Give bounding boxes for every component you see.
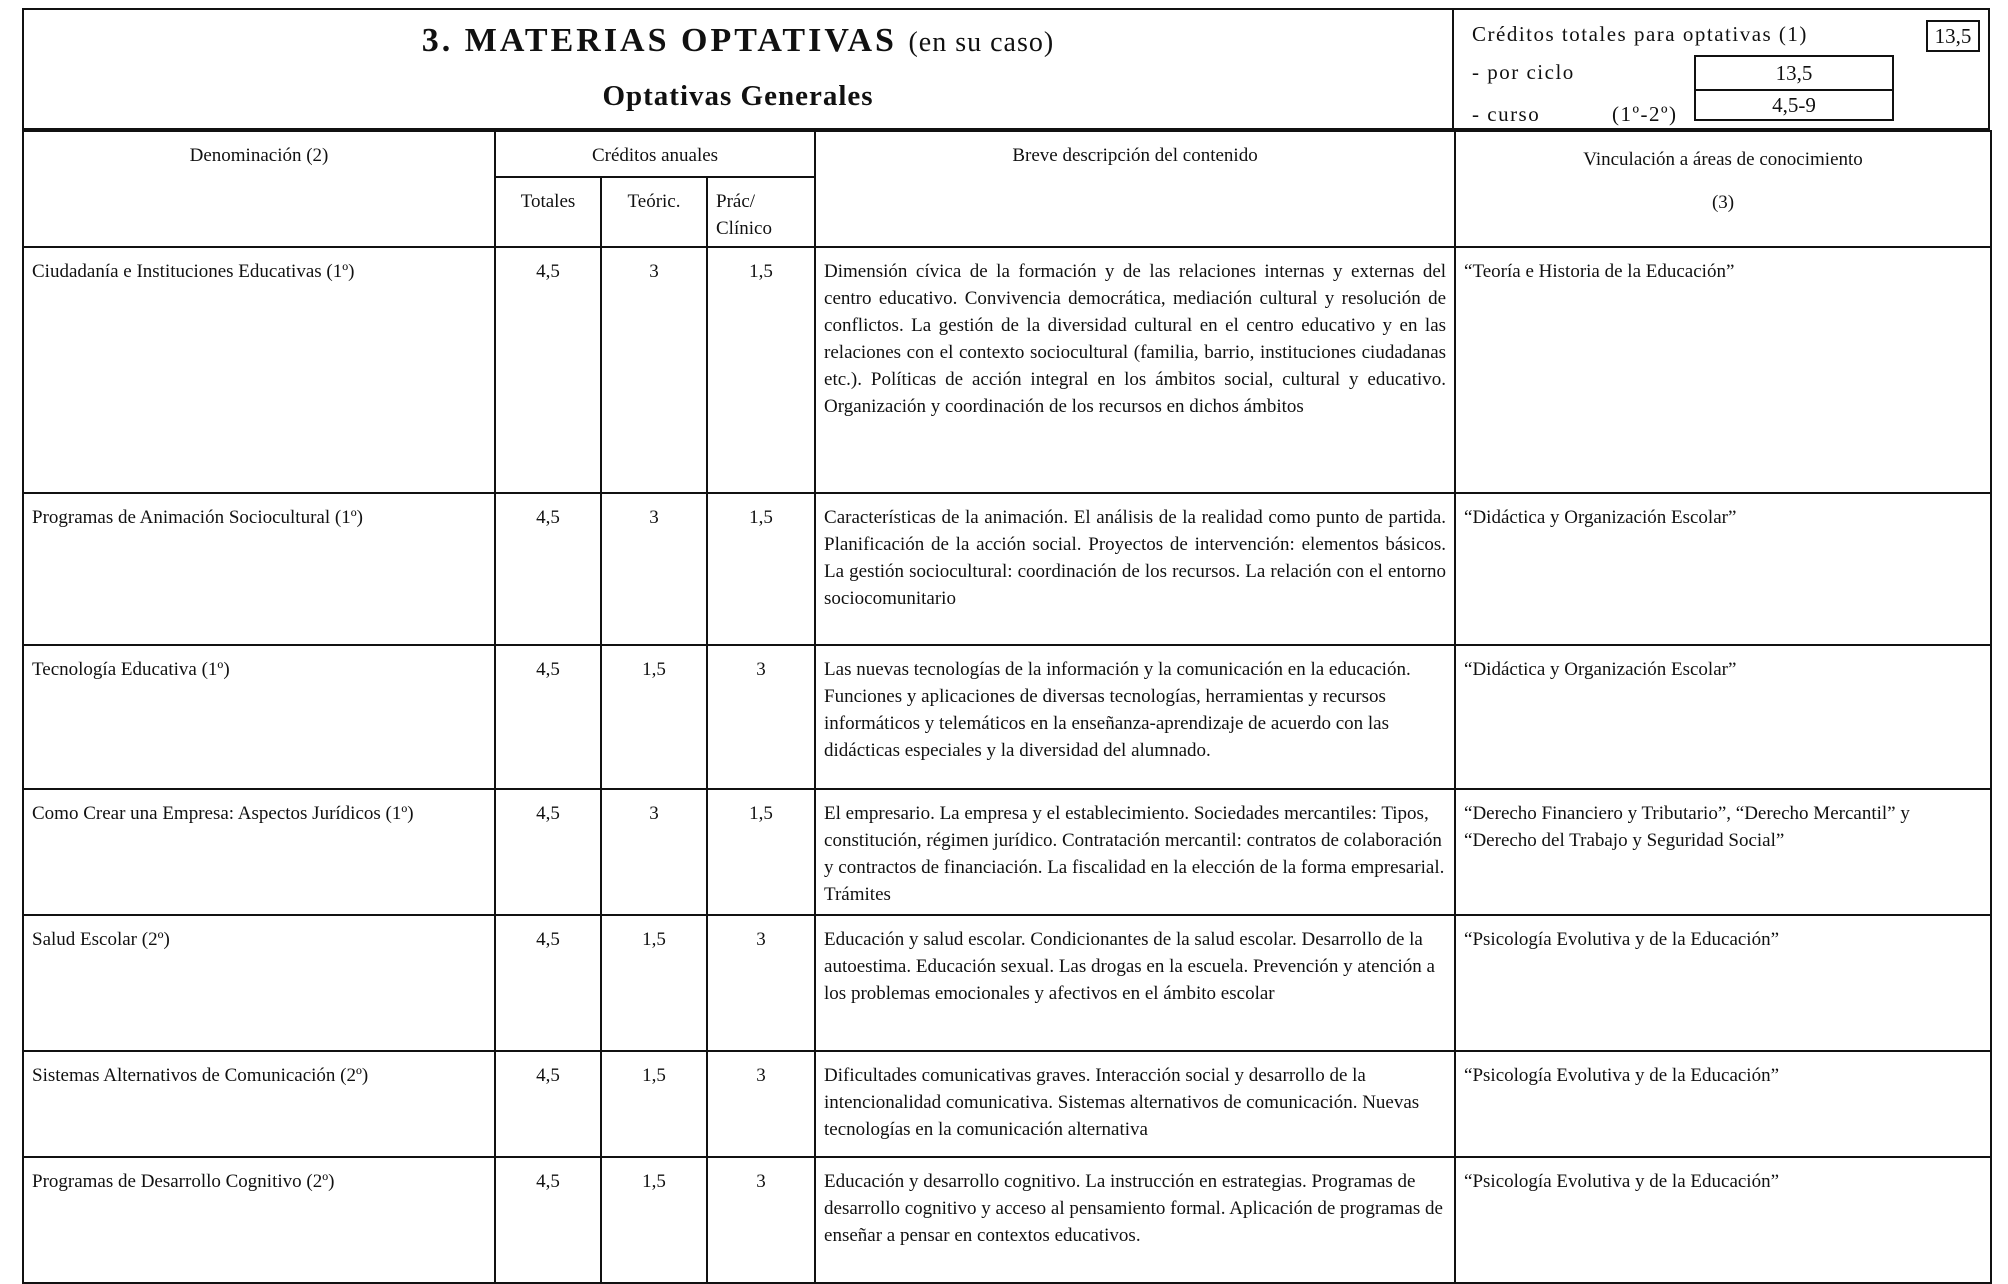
curso-value: 4,5-9 <box>1694 89 1894 121</box>
credits-totales: 4,5 <box>495 789 601 915</box>
subject-name: Ciudadanía e Instituciones Educativas (1º) <box>23 247 495 493</box>
col-creditos: Créditos anuales <box>495 131 815 177</box>
credits-totales: 4,5 <box>495 1157 601 1283</box>
credits-prac: 3 <box>707 915 815 1051</box>
credits-teoric: 1,5 <box>601 1157 707 1283</box>
subject-name: Tecnología Educativa (1º) <box>23 645 495 789</box>
table-row <box>23 1051 1991 1157</box>
document-page <box>22 8 1990 1284</box>
col-denominacion: Denominación (2) <box>23 131 495 247</box>
knowledge-area: “Psicología Evolutiva y de la Educación” <box>1455 1051 1991 1157</box>
section-title-suffix: (en su caso) <box>908 27 1055 58</box>
section-title-text: 3. MATERIAS OPTATIVAS <box>421 22 897 59</box>
ciclo-value: 13,5 <box>1694 55 1894 91</box>
col-prac: Prác/ Clínico <box>707 177 815 247</box>
subject-description: Características de la animación. El análisis de la realidad como punto de partida. Planificación de la acción social. Proyectos de intervención: elementos básicos. La gestión sociocultural: coordinación de los recursos. La relación con el entorno sociocomunitario <box>815 493 1455 645</box>
credits-summary <box>1454 8 1990 130</box>
credits-prac: 1,5 <box>707 247 815 493</box>
credits-teoric: 3 <box>601 493 707 645</box>
knowledge-area: “Teoría e Historia de la Educación” <box>1455 247 1991 493</box>
subject-name: Como Crear una Empresa: Aspectos Jurídicos (1º) <box>23 789 495 915</box>
subject-name: Salud Escolar (2º) <box>23 915 495 1051</box>
header-title-block <box>22 8 1454 130</box>
subject-description: El empresario. La empresa y el establecimiento. Sociedades mercantiles: Tipos, constitución, régimen jurídico. Contratación mercantil: contratos de colaboración y contractos de financiación. La fiscalidad en la elección de la forma empresarial. Trámites <box>815 789 1455 915</box>
section-subtitle: Optativas Generales <box>602 80 874 112</box>
credits-prac: 3 <box>707 1051 815 1157</box>
credits-teoric: 1,5 <box>601 915 707 1051</box>
subject-name: Sistemas Alternativos de Comunicación (2º) <box>23 1051 495 1157</box>
col-vinculacion-note: (3) <box>1711 192 1735 213</box>
table-row <box>23 645 1991 789</box>
total-credits-value: 13,5 <box>1926 20 1980 52</box>
total-credits-label: Créditos totales para optativas (1) <box>1472 22 1808 46</box>
ciclo-label: - por ciclo <box>1472 60 1575 84</box>
table-row <box>23 247 1991 493</box>
credits-totales: 4,5 <box>495 247 601 493</box>
credits-totales: 4,5 <box>495 915 601 1051</box>
col-vinculacion-label: Vinculación a áreas de conocimiento <box>1583 149 1863 170</box>
section-header <box>22 8 1990 130</box>
credits-teoric: 3 <box>601 789 707 915</box>
subject-name: Programas de Desarrollo Cognitivo (2º) <box>23 1157 495 1283</box>
subject-name: Programas de Animación Sociocultural (1º) <box>23 493 495 645</box>
knowledge-area: “Didáctica y Organización Escolar” <box>1455 493 1991 645</box>
knowledge-area: “Didáctica y Organización Escolar” <box>1455 645 1991 789</box>
knowledge-area: “Psicología Evolutiva y de la Educación” <box>1455 915 1991 1051</box>
subject-description: Las nuevas tecnologías de la información y la comunicación en la educación. Funciones y aplicaciones de diversas tecnologías, herramientas y recursos informáticos y telemáticos en la enseñanza-aprendizaje de acuerdo con las didácticas especiales y la diversidad del alumnado. <box>815 645 1455 789</box>
credits-totales: 4,5 <box>495 493 601 645</box>
curso-years: (1º-2º) <box>1612 102 1678 126</box>
subject-description: Dimensión cívica de la formación y de las relaciones internas y externas del centro educativo. Convivencia democrática, mediación cultural y resolución de conflictos. La gestión de la diversidad cultural en el centro educativo y en las relaciones con el contexto sociocultural (familia, barrio, instituciones ciudadanas etc.). Políticas de acción integral en los ámbitos social, cultural y educativo. Organización y coordinación de los recursos en dichos ámbitos <box>815 247 1455 493</box>
credits-teoric: 1,5 <box>601 645 707 789</box>
credits-prac: 3 <box>707 1157 815 1283</box>
table-row <box>23 493 1991 645</box>
credits-prac: 1,5 <box>707 789 815 915</box>
credits-totales: 4,5 <box>495 645 601 789</box>
credits-prac: 1,5 <box>707 493 815 645</box>
subject-description: Educación y salud escolar. Condicionantes de la salud escolar. Desarrollo de la autoestima. Educación sexual. Las drogas en la escuela. Prevención y atención a los problemas emocionales y afectivos en el ámbito escolar <box>815 915 1455 1051</box>
section-title <box>24 22 1452 60</box>
table-row <box>23 915 1991 1051</box>
credits-totales: 4,5 <box>495 1051 601 1157</box>
table-row <box>23 789 1991 915</box>
credits-prac: 3 <box>707 645 815 789</box>
table-row <box>23 1157 1991 1283</box>
curso-label: - curso <box>1472 102 1541 126</box>
credits-teoric: 1,5 <box>601 1051 707 1157</box>
subject-description: Educación y desarrollo cognitivo. La instrucción en estrategias. Programas de desarrollo cognitivo y acceso al pensamiento formal. Aplicación de programas de enseñar a pensar en contextos educativos. <box>815 1157 1455 1283</box>
knowledge-area: “Psicología Evolutiva y de la Educación” <box>1455 1157 1991 1283</box>
col-descripcion: Breve descripción del contenido <box>815 131 1455 247</box>
credits-teoric: 3 <box>601 247 707 493</box>
knowledge-area: “Derecho Financiero y Tributario”, “Derecho Mercantil” y “Derecho del Trabajo y Seguridad Social” <box>1455 789 1991 915</box>
subject-description: Dificultades comunicativas graves. Interacción social y desarrollo de la intencionalidad comunicativa. Sistemas alternativos de comunicación. Nuevas tecnologías en la comunicación alternativa <box>815 1051 1455 1157</box>
col-teoric: Teóric. <box>601 177 707 247</box>
col-totales: Totales <box>495 177 601 247</box>
col-vinculacion <box>1455 131 1991 247</box>
subjects-table <box>22 130 1992 1284</box>
